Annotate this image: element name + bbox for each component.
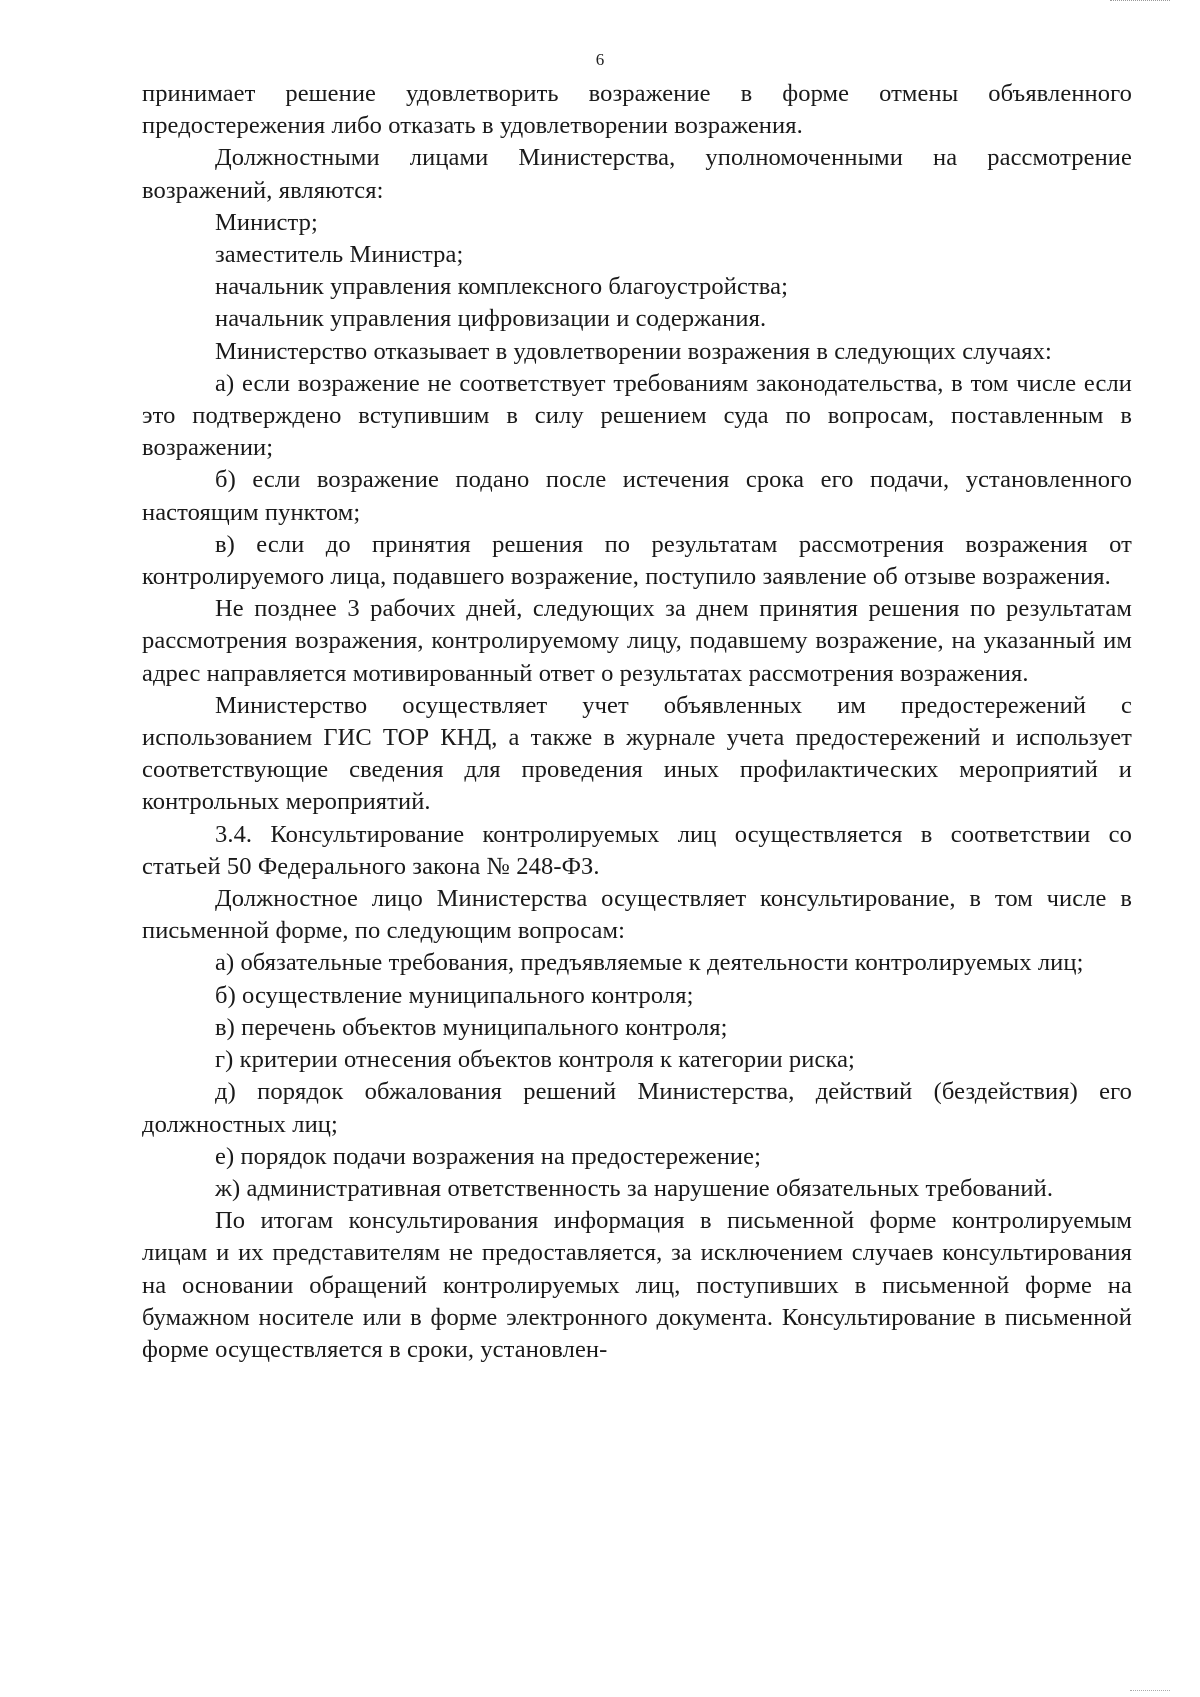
- page-number: 6: [595, 50, 605, 69]
- list-item: Министр;: [215, 208, 318, 236]
- list-item: е) порядок подачи возражения на предостережение;: [215, 1142, 762, 1170]
- list-item: б) если возражение подано после истечения срока его подачи, установленного настоящим пунктом;: [142, 466, 1132, 526]
- scan-edge-mark: [1130, 1690, 1170, 1693]
- list-item: г) критерии отнесения объектов контроля к категории риска;: [215, 1046, 855, 1074]
- list-item: начальник управления комплексного благоустройства;: [215, 273, 788, 301]
- list-item: заместитель Министра;: [215, 241, 464, 269]
- paragraph: принимает решение удовлетворить возражение в форме отмены объявленного предостережения либо отказать в удовлетворении возражения.: [142, 80, 1132, 140]
- paragraph: Министерство осуществляет учет объявленных им предостережений с использованием ГИС ТОР КНД, а также в журнале учета предостережений и использует соответствующие сведения для проведения иных профилактических мероприятий и контрольных мероприятий.: [142, 691, 1132, 816]
- list-item: ж) административная ответственность за нарушение обязательных требований.: [215, 1174, 1054, 1202]
- list-item: б) осуществление муниципального контроля;: [215, 981, 694, 1009]
- scan-edge-mark: [1110, 0, 1170, 3]
- list-item: а) обязательные требования, предъявляемые к деятельности контролируемых лиц;: [215, 949, 1084, 977]
- paragraph: По итогам консультирования информация в письменной форме контролируемым лицам и их представителям не предоставляется, за исключением случаев консультирования на основании обращений контролируемых лиц, поступивших в письменной форме на бумажном носителе или в форме электронного документа. Консультирование в письменной форме осуществляется в сроки, установлен-: [142, 1207, 1132, 1363]
- section-paragraph: 3.4. Консультирование контролируемых лиц осуществляется в соответствии со статьей 50 Федерального закона № 248-ФЗ.: [142, 820, 1132, 880]
- paragraph: Министерство отказывает в удовлетворении возражения в следующих случаях:: [215, 337, 1052, 365]
- list-item: начальник управления цифровизации и содержания.: [215, 305, 767, 333]
- list-item: в) перечень объектов муниципального контроля;: [215, 1013, 728, 1041]
- list-item: д) порядок обжалования решений Министерства, действий (бездействия) его должностных лиц;: [142, 1078, 1132, 1138]
- list-item: а) если возражение не соответствует требованиям законодательства, в том числе если это подтверждено вступившим в силу решением суда по вопросам, поставленным в возражении;: [142, 369, 1132, 462]
- paragraph: Должностными лицами Министерства, уполномоченными на рассмотрение возражений, являются:: [142, 144, 1132, 204]
- paragraph: Не позднее 3 рабочих дней, следующих за днем принятия решения по результатам рассмотрения возражения, контролируемому лицу, подавшему возражение, на указанный им адрес направляется мотивированный ответ о результатах рассмотрения возражения.: [142, 595, 1132, 687]
- list-item: в) если до принятия решения по результатам рассмотрения возражения от контролируемого лица, подавшего возражение, поступило заявление об отзыве возражения.: [142, 530, 1132, 591]
- paragraph: Должностное лицо Министерства осуществляет консультирование, в том числе в письменной форме, по следующим вопросам:: [142, 885, 1132, 945]
- document-body: [142, 78, 1132, 1366]
